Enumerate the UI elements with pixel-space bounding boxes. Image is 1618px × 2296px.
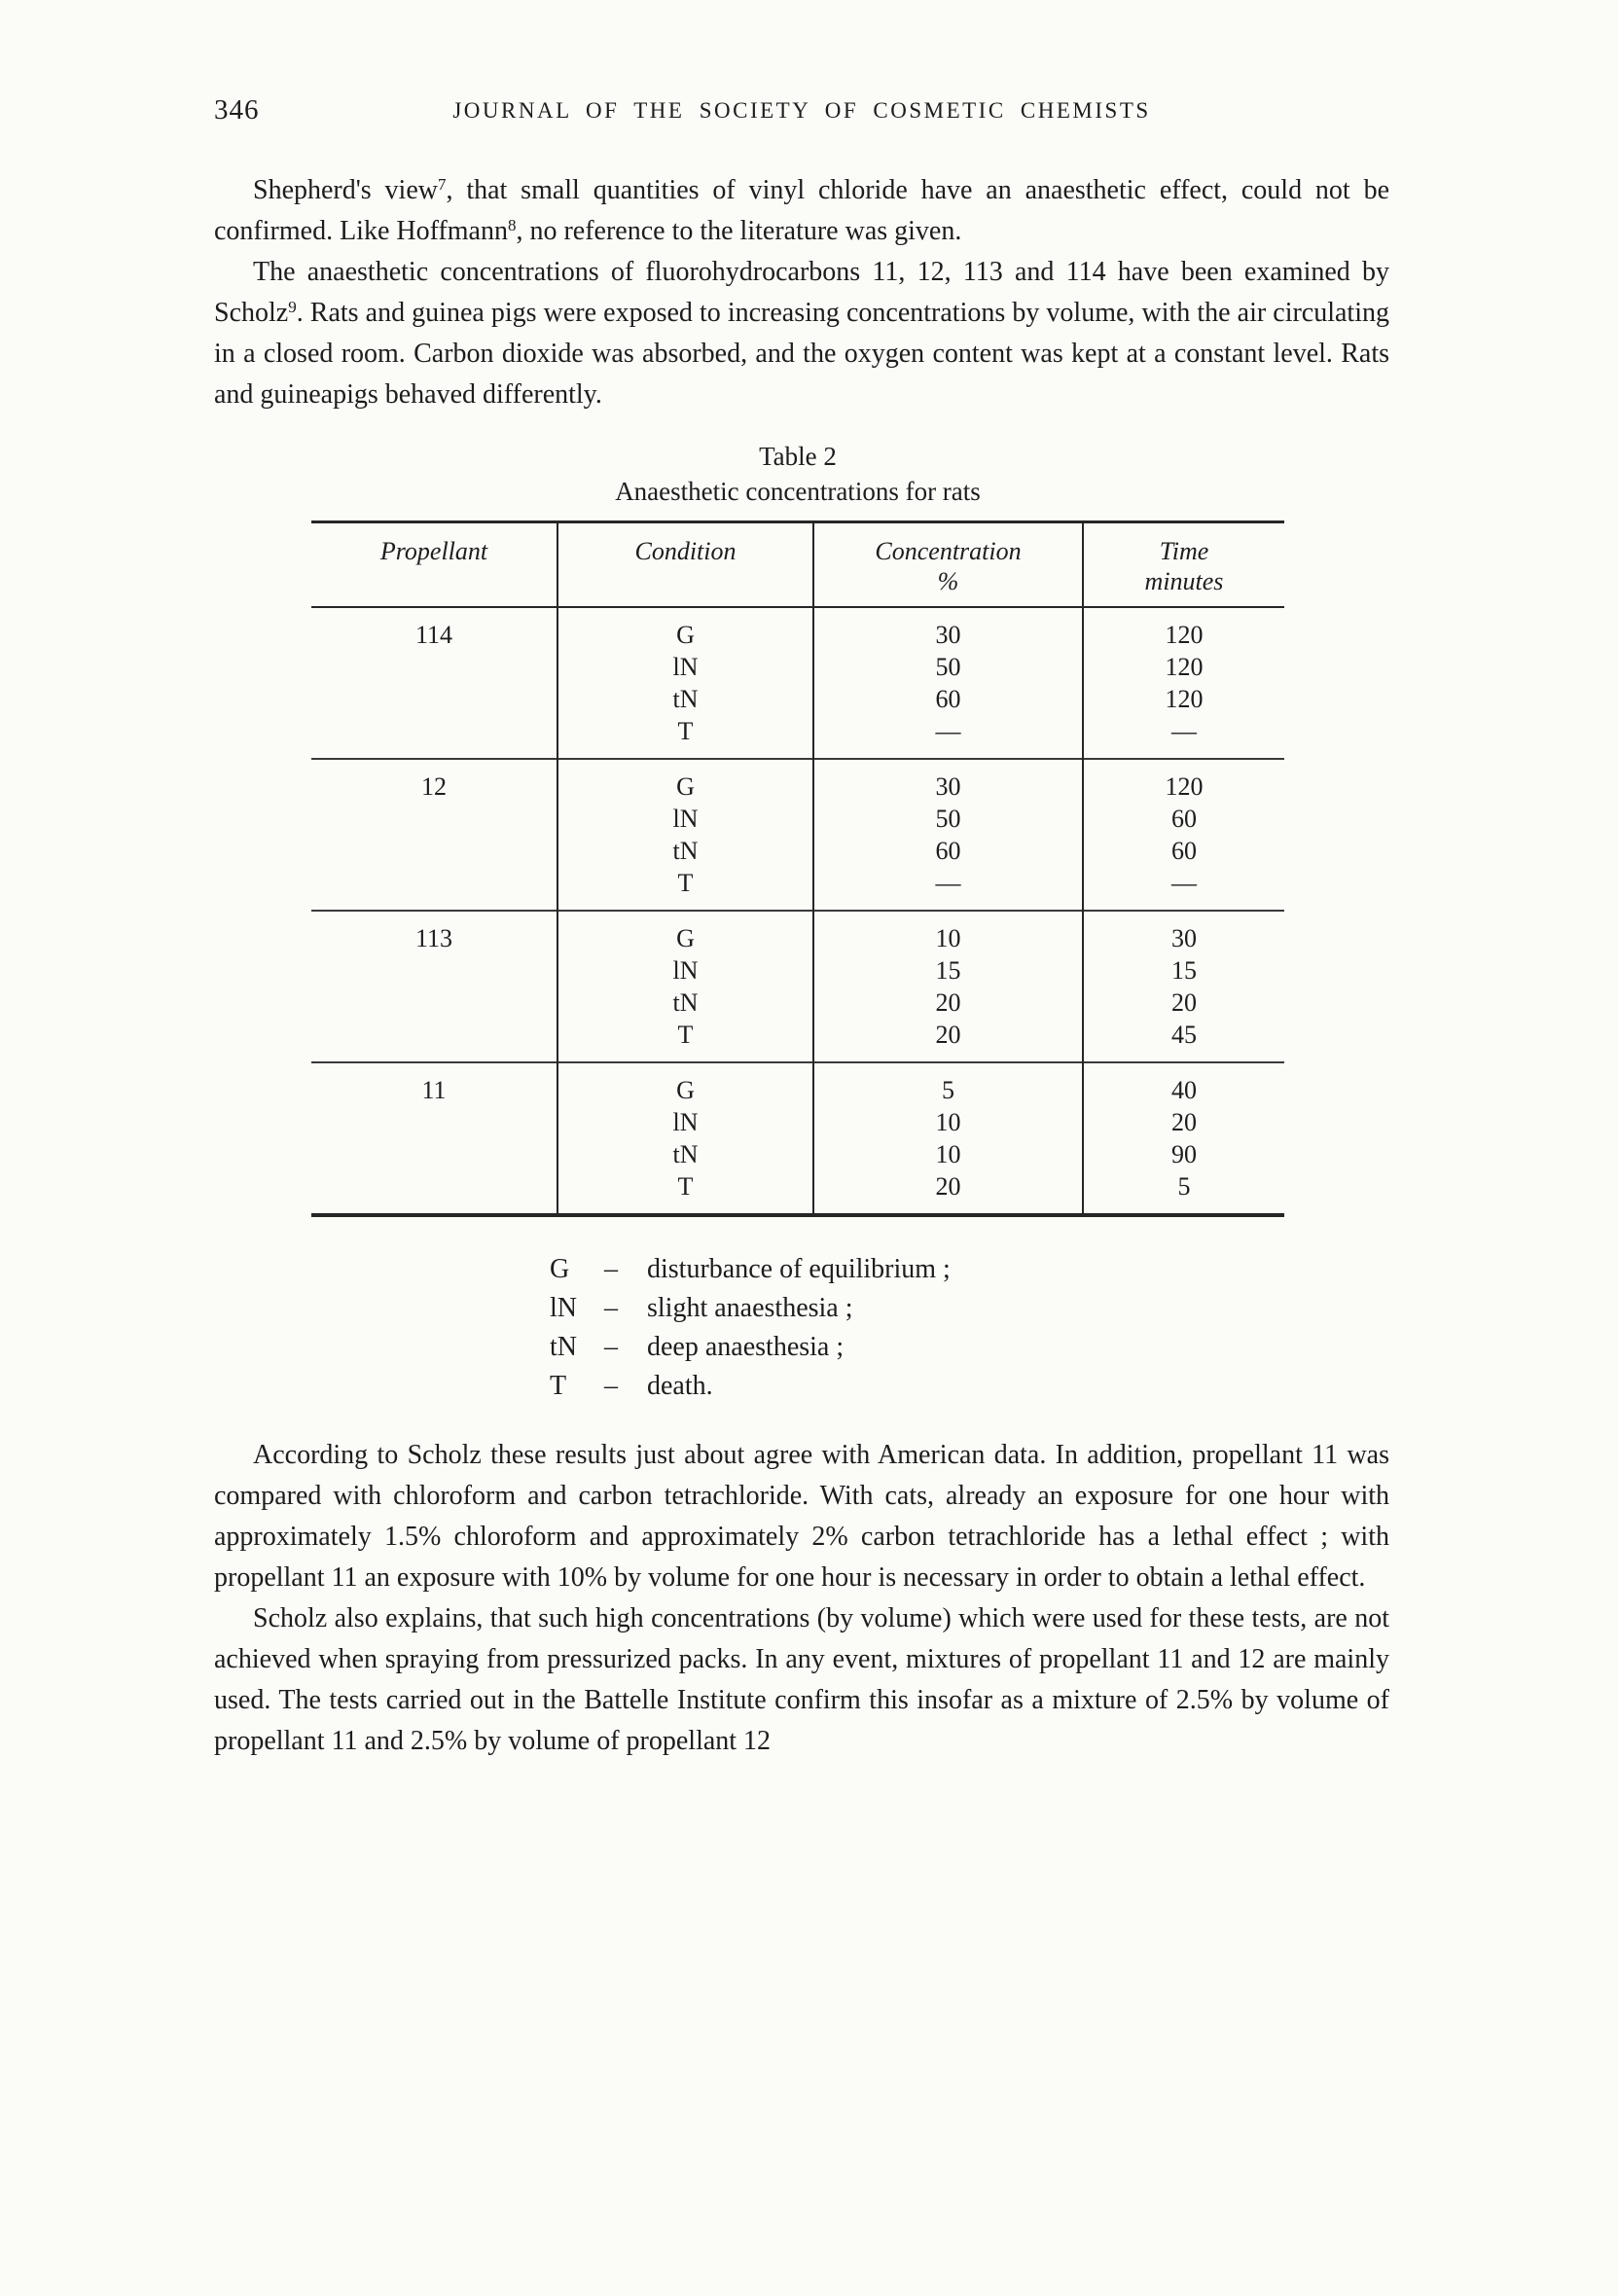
table-block xyxy=(311,439,1284,1217)
condition-value: T xyxy=(677,1172,694,1201)
legend-symbol: G xyxy=(550,1254,570,1284)
legend-item xyxy=(550,1328,1389,1367)
legend-description: deep anaesthesia ; xyxy=(647,1332,845,1362)
condition-value: T xyxy=(677,1021,694,1049)
condition-value: lN xyxy=(672,1108,699,1136)
time-value: 60 xyxy=(1171,837,1197,865)
propellant-cell xyxy=(311,911,557,1062)
time-cell xyxy=(1083,911,1284,1062)
time-value: — xyxy=(1171,717,1197,745)
condition-cell xyxy=(557,1062,813,1215)
concentration-value: 60 xyxy=(935,837,961,865)
condition-value: tN xyxy=(672,988,699,1017)
condition-cell xyxy=(557,759,813,911)
column-header-concentration xyxy=(813,522,1083,608)
table-row xyxy=(311,759,1284,911)
legend-dash: – xyxy=(604,1332,618,1362)
footnote-reference: 7 xyxy=(437,175,447,194)
concentration-value: — xyxy=(935,869,961,897)
table-title: Table 2 xyxy=(759,442,837,471)
concentration-value: 15 xyxy=(935,956,961,985)
concentration-value: 20 xyxy=(935,988,961,1017)
table-row xyxy=(311,1062,1284,1215)
paragraph-3: According to Scholz these results just about agree with American data. In addition, propellant 11 was compared with chloroform and carbon tetrachloride. With cats, already an exposure for one hour with approximately 1.5% chloroform and approximately 2% carbon tetrachloride has a lethal effect ; with propellant 11 an exposure with 10% by volume for one hour is necessary in order to obtain a lethal effect. xyxy=(214,1440,1389,1593)
concentration-value: — xyxy=(935,717,961,745)
journal-header-title: JOURNAL OF THE SOCIETY OF COSMETIC CHEMISTS xyxy=(452,98,1151,123)
time-value: 30 xyxy=(1171,924,1197,952)
time-value: 45 xyxy=(1171,1021,1197,1049)
condition-cell xyxy=(557,607,813,759)
column-header-line: Concentration xyxy=(875,537,1022,565)
time-value: 120 xyxy=(1165,772,1204,801)
paragraph-text: . Rats and guinea pigs were exposed to increasing concentrations by volume, with the air circulating in a closed room. Carbon dioxide was absorbed, and the oxygen content was kept at a constant level. Rats and guineapigs behaved differently. xyxy=(214,298,1389,410)
concentration-value: 5 xyxy=(942,1076,954,1104)
condition-value: G xyxy=(676,621,695,649)
condition-value: tN xyxy=(672,1140,699,1168)
column-header-line: minutes xyxy=(1144,567,1224,595)
legend-symbol: T xyxy=(550,1371,567,1401)
propellant-value: 114 xyxy=(414,621,453,649)
column-header-propellant: Propellant xyxy=(379,537,488,565)
propellant-cell xyxy=(311,1062,557,1215)
legend-description: death. xyxy=(647,1371,713,1401)
concentration-cell xyxy=(813,607,1083,759)
paragraph-4: Scholz also explains, that such high concentrations (by volume) which were used for these tests, are not achieved when spraying from pressurized packs. In any event, mixtures of propellant 11 and 12 are mainly used. The tests carried out in the Battelle Institute confirm this insofar as a mixture of 2.5% by volume of propellant 11 and 2.5% by volume of propellant 12 xyxy=(214,1603,1389,1756)
legend-symbol: lN xyxy=(550,1293,577,1323)
condition-value: tN xyxy=(672,685,699,713)
table-legend xyxy=(550,1250,1389,1406)
column-header-line: Time xyxy=(1159,537,1209,565)
condition-value: G xyxy=(676,1076,695,1104)
condition-value: T xyxy=(677,717,694,745)
time-value: 60 xyxy=(1171,805,1197,833)
column-header-time xyxy=(1083,522,1284,608)
propellant-cell xyxy=(311,759,557,911)
legend-description: disturbance of equilibrium ; xyxy=(647,1254,951,1284)
legend-item xyxy=(550,1289,1389,1328)
concentration-value: 10 xyxy=(935,1140,961,1168)
legend-symbol: tN xyxy=(550,1332,577,1362)
page-number: 346 xyxy=(214,94,260,126)
time-value: 120 xyxy=(1165,621,1204,649)
legend-description: slight anaesthesia ; xyxy=(647,1293,853,1323)
concentration-cell xyxy=(813,759,1083,911)
concentration-value: 20 xyxy=(935,1021,961,1049)
footnote-reference: 9 xyxy=(288,298,297,316)
time-value: 20 xyxy=(1171,1108,1197,1136)
table-row xyxy=(311,911,1284,1062)
concentration-cell xyxy=(813,911,1083,1062)
concentration-value: 30 xyxy=(935,772,961,801)
column-header-condition: Condition xyxy=(557,522,813,608)
time-value: 120 xyxy=(1165,685,1204,713)
time-value: 5 xyxy=(1177,1172,1191,1201)
time-cell xyxy=(1083,759,1284,911)
paragraph-2 xyxy=(214,252,1389,415)
legend-dash: – xyxy=(604,1254,618,1284)
propellant-value: 11 xyxy=(421,1076,447,1104)
concentration-value: 60 xyxy=(935,685,961,713)
time-value: 40 xyxy=(1171,1076,1197,1104)
table-header-row xyxy=(311,522,1284,608)
concentration-value: 50 xyxy=(935,805,961,833)
time-cell xyxy=(1083,1062,1284,1215)
column-header-line: % xyxy=(937,567,959,595)
condition-value: T xyxy=(677,869,694,897)
time-value: 15 xyxy=(1171,956,1197,985)
table-row xyxy=(311,607,1284,759)
condition-value: G xyxy=(676,924,695,952)
anaesthetic-concentrations-table xyxy=(311,520,1284,1217)
paragraph-text: The anaesthetic concentrations of fluorohydrocarbons 11, 12, 113 and 114 have been examined by Scholz xyxy=(214,257,1389,328)
concentration-value: 10 xyxy=(935,1108,961,1136)
time-value: 120 xyxy=(1165,653,1204,681)
propellant-value: 12 xyxy=(421,772,447,801)
concentration-value: 50 xyxy=(935,653,961,681)
paragraph-text: Shepherd's view xyxy=(253,175,438,205)
time-value: 90 xyxy=(1171,1140,1197,1168)
paragraph-text: , no reference to the literature was given. xyxy=(516,216,962,246)
footnote-reference: 8 xyxy=(507,216,517,234)
condition-value: G xyxy=(676,772,695,801)
legend-dash: – xyxy=(604,1371,618,1401)
condition-cell xyxy=(557,911,813,1062)
legend-item xyxy=(550,1250,1389,1289)
paragraph-text: , that small quantities of vinyl chloride have an anaesthetic effect, could not be confirmed. Like Hoffmann xyxy=(214,175,1389,246)
concentration-value: 30 xyxy=(935,621,961,649)
condition-value: lN xyxy=(672,956,699,985)
propellant-value: 113 xyxy=(414,924,453,952)
time-cell xyxy=(1083,607,1284,759)
concentration-cell xyxy=(813,1062,1083,1215)
condition-value: lN xyxy=(672,805,699,833)
legend-item xyxy=(550,1367,1389,1406)
condition-value: tN xyxy=(672,837,699,865)
concentration-value: 10 xyxy=(935,924,961,952)
condition-value: lN xyxy=(672,653,699,681)
propellant-cell xyxy=(311,607,557,759)
time-value: — xyxy=(1171,869,1197,897)
time-value: 20 xyxy=(1171,988,1197,1017)
concentration-value: 20 xyxy=(935,1172,961,1201)
legend-dash: – xyxy=(604,1293,618,1323)
table-subtitle: Anaesthetic concentrations for rats xyxy=(615,477,981,506)
page-header xyxy=(214,92,1389,135)
paragraph-1 xyxy=(214,170,1389,252)
